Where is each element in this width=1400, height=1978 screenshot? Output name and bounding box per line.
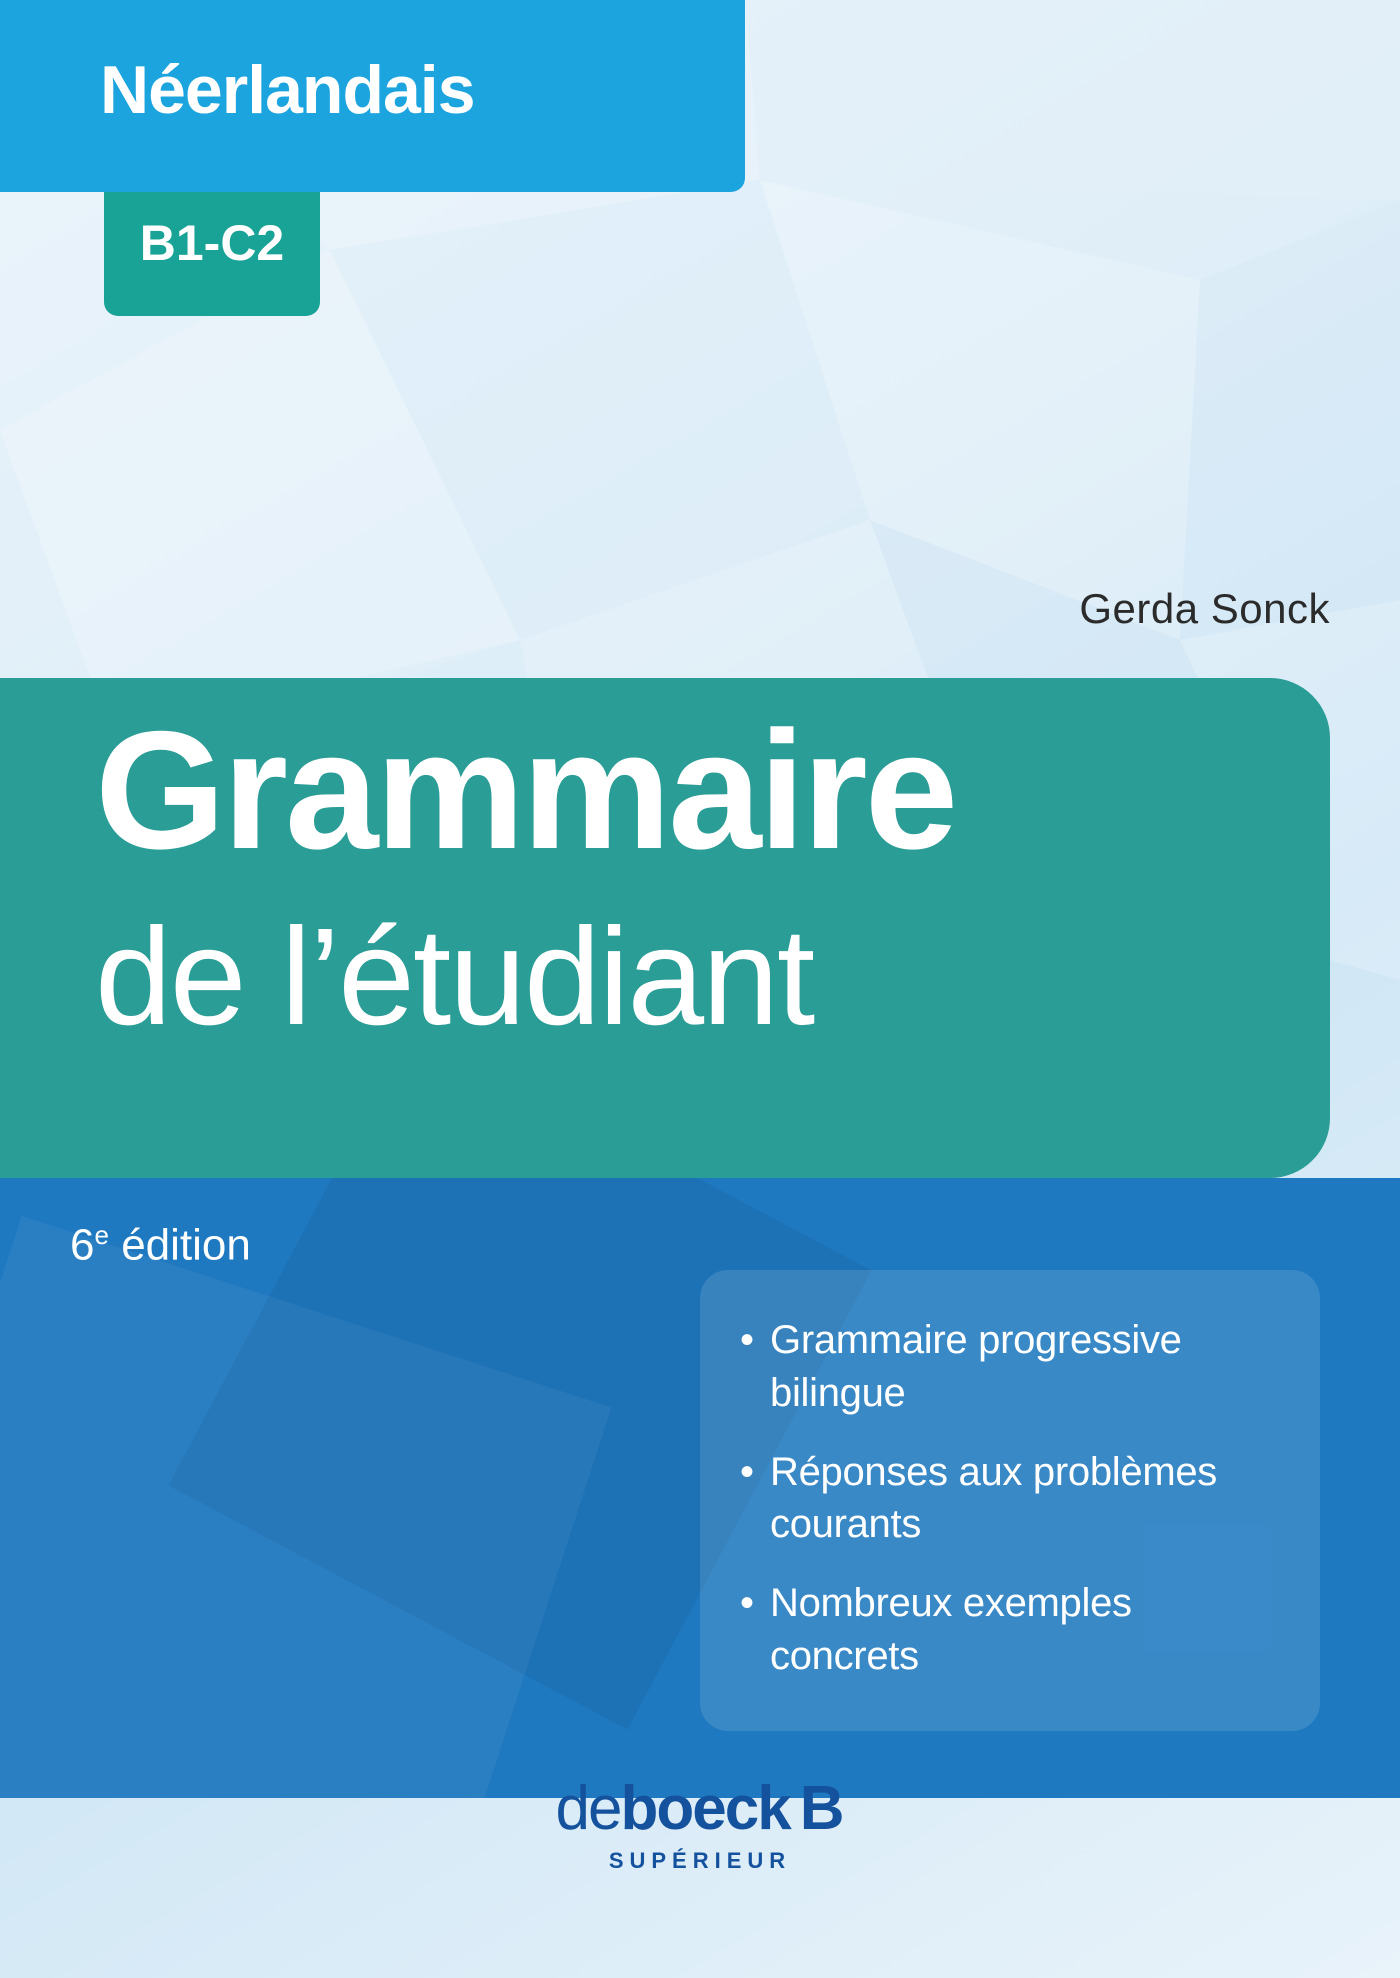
features-panel	[700, 1270, 1320, 1731]
title-band	[0, 678, 1330, 1178]
level-badge-label: B1-C2	[139, 215, 285, 271]
bullet-icon: •	[740, 1318, 754, 1362]
bullet-icon: •	[740, 1581, 754, 1626]
publisher-b-mark-icon: B	[799, 1774, 845, 1843]
feature-item	[736, 1446, 1280, 1552]
author-name: Gerda Sonck	[1079, 585, 1330, 632]
level-badge	[104, 192, 320, 316]
edition-label	[70, 1220, 251, 1271]
edition-word: édition	[121, 1220, 251, 1270]
feature-item	[736, 1577, 1280, 1683]
feature-text: Nombreux exemples concrets	[770, 1581, 1132, 1678]
publisher-logo	[0, 1773, 1400, 1874]
edition-ordinal: e	[94, 1220, 109, 1250]
feature-item	[736, 1314, 1280, 1420]
bullet-icon: •	[740, 1449, 754, 1494]
publisher-subtitle: SUPÉRIEUR	[608, 1848, 792, 1873]
language-label: Néerlandais	[100, 52, 475, 128]
publisher-name	[556, 1773, 790, 1844]
edition-number: 6	[70, 1220, 95, 1270]
publisher-name-part2: boeck	[620, 1774, 790, 1843]
feature-text: Grammaire progressive bilingue	[770, 1318, 1182, 1415]
title-line-1: Grammaire	[95, 696, 956, 884]
title-line-2: de l’étudiant	[95, 900, 814, 1054]
feature-text: Réponses aux problèmes courants	[770, 1449, 1217, 1547]
publisher-name-part1: de	[555, 1774, 621, 1843]
